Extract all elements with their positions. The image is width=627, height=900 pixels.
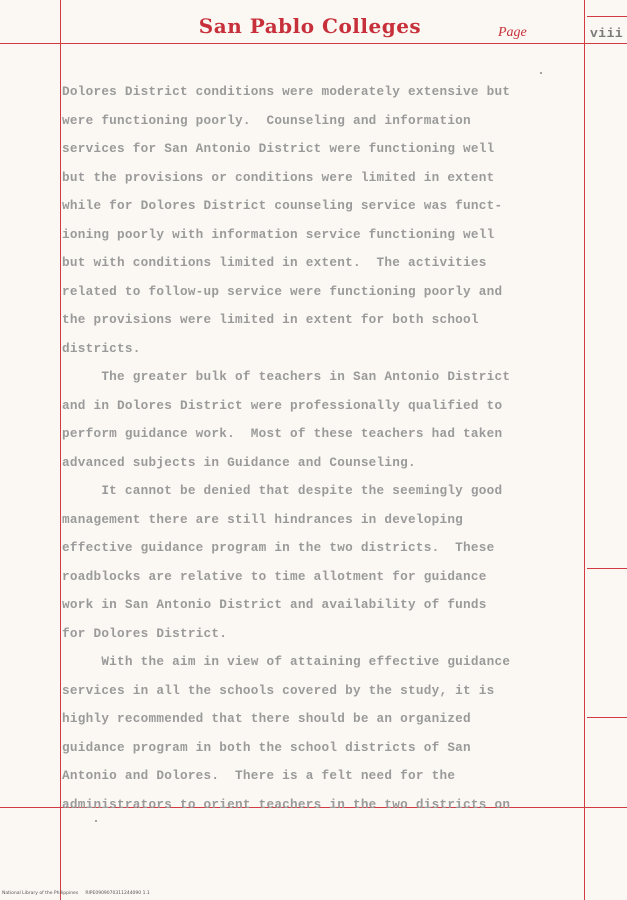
text-line: but with conditions limited in extent. The activities [62, 255, 487, 270]
text-line: It cannot be denied that despite the seemingly good [62, 483, 503, 498]
text-line: The greater bulk of teachers in San Antonio District [62, 369, 511, 384]
page-label: Page [498, 25, 527, 40]
text-line: work in San Antonio District and availability of funds [62, 597, 487, 612]
text-line: related to follow-up service were functioning poorly and [62, 283, 503, 299]
text-line: guidance program in both the school districts of San [62, 739, 471, 755]
text-line: for Dolores District. [62, 625, 228, 641]
text-line: highly recommended that there should be an organized [62, 711, 471, 726]
text-line: Antonio and Dolores. There is a felt need for the [62, 768, 456, 783]
text-line: ioning poorly with information service functioning well [62, 226, 495, 242]
typewritten-body [62, 78, 582, 819]
paper-speck [540, 72, 542, 74]
text-line: With the aim in view of attaining effective guidance [62, 654, 511, 669]
text-line: and in Dolores District were professionally qualified to [62, 397, 503, 413]
text-line: management there are still hindrances in developing [62, 511, 464, 527]
page-box-top-rule [587, 16, 627, 17]
text-line: while for Dolores District counseling service was funct- [62, 198, 503, 213]
header-rule [0, 43, 627, 44]
text-line: but the provisions or conditions were limited in extent [62, 169, 495, 185]
page-number: viii [590, 26, 624, 41]
text-line: effective guidance program in the two districts. These [62, 540, 495, 555]
text-line: perform guidance work. Most of these teachers had taken [62, 426, 503, 441]
text-line: districts. [62, 340, 141, 356]
right-margin-rule [584, 0, 585, 900]
text-line: were functioning poorly. Counseling and information [62, 112, 471, 128]
paper-speck [95, 820, 97, 822]
text-line: roadblocks are relative to time allotment for guidance [62, 568, 487, 584]
left-margin-rule [60, 0, 61, 900]
text-line: advanced subjects in Guidance and Counseling. [62, 454, 416, 470]
text-line: services in all the schools covered by the study, it is [62, 682, 495, 698]
text-line: administrators to orient teachers in the two districts on [62, 796, 511, 812]
letterhead-title: San Pablo Colleges [198, 14, 422, 38]
text-line: Dolores District conditions were moderately extensive but [62, 84, 511, 99]
scan-credit: National Library of the Philippines RIPE0909070311244090 1.1 [2, 891, 150, 896]
text-line: services for San Antonio District were functioning well [62, 141, 495, 156]
right-margin-tick-rule [587, 717, 627, 718]
right-margin-tick-rule [587, 568, 627, 569]
text-line: the provisions were limited in extent for both school [62, 312, 479, 327]
